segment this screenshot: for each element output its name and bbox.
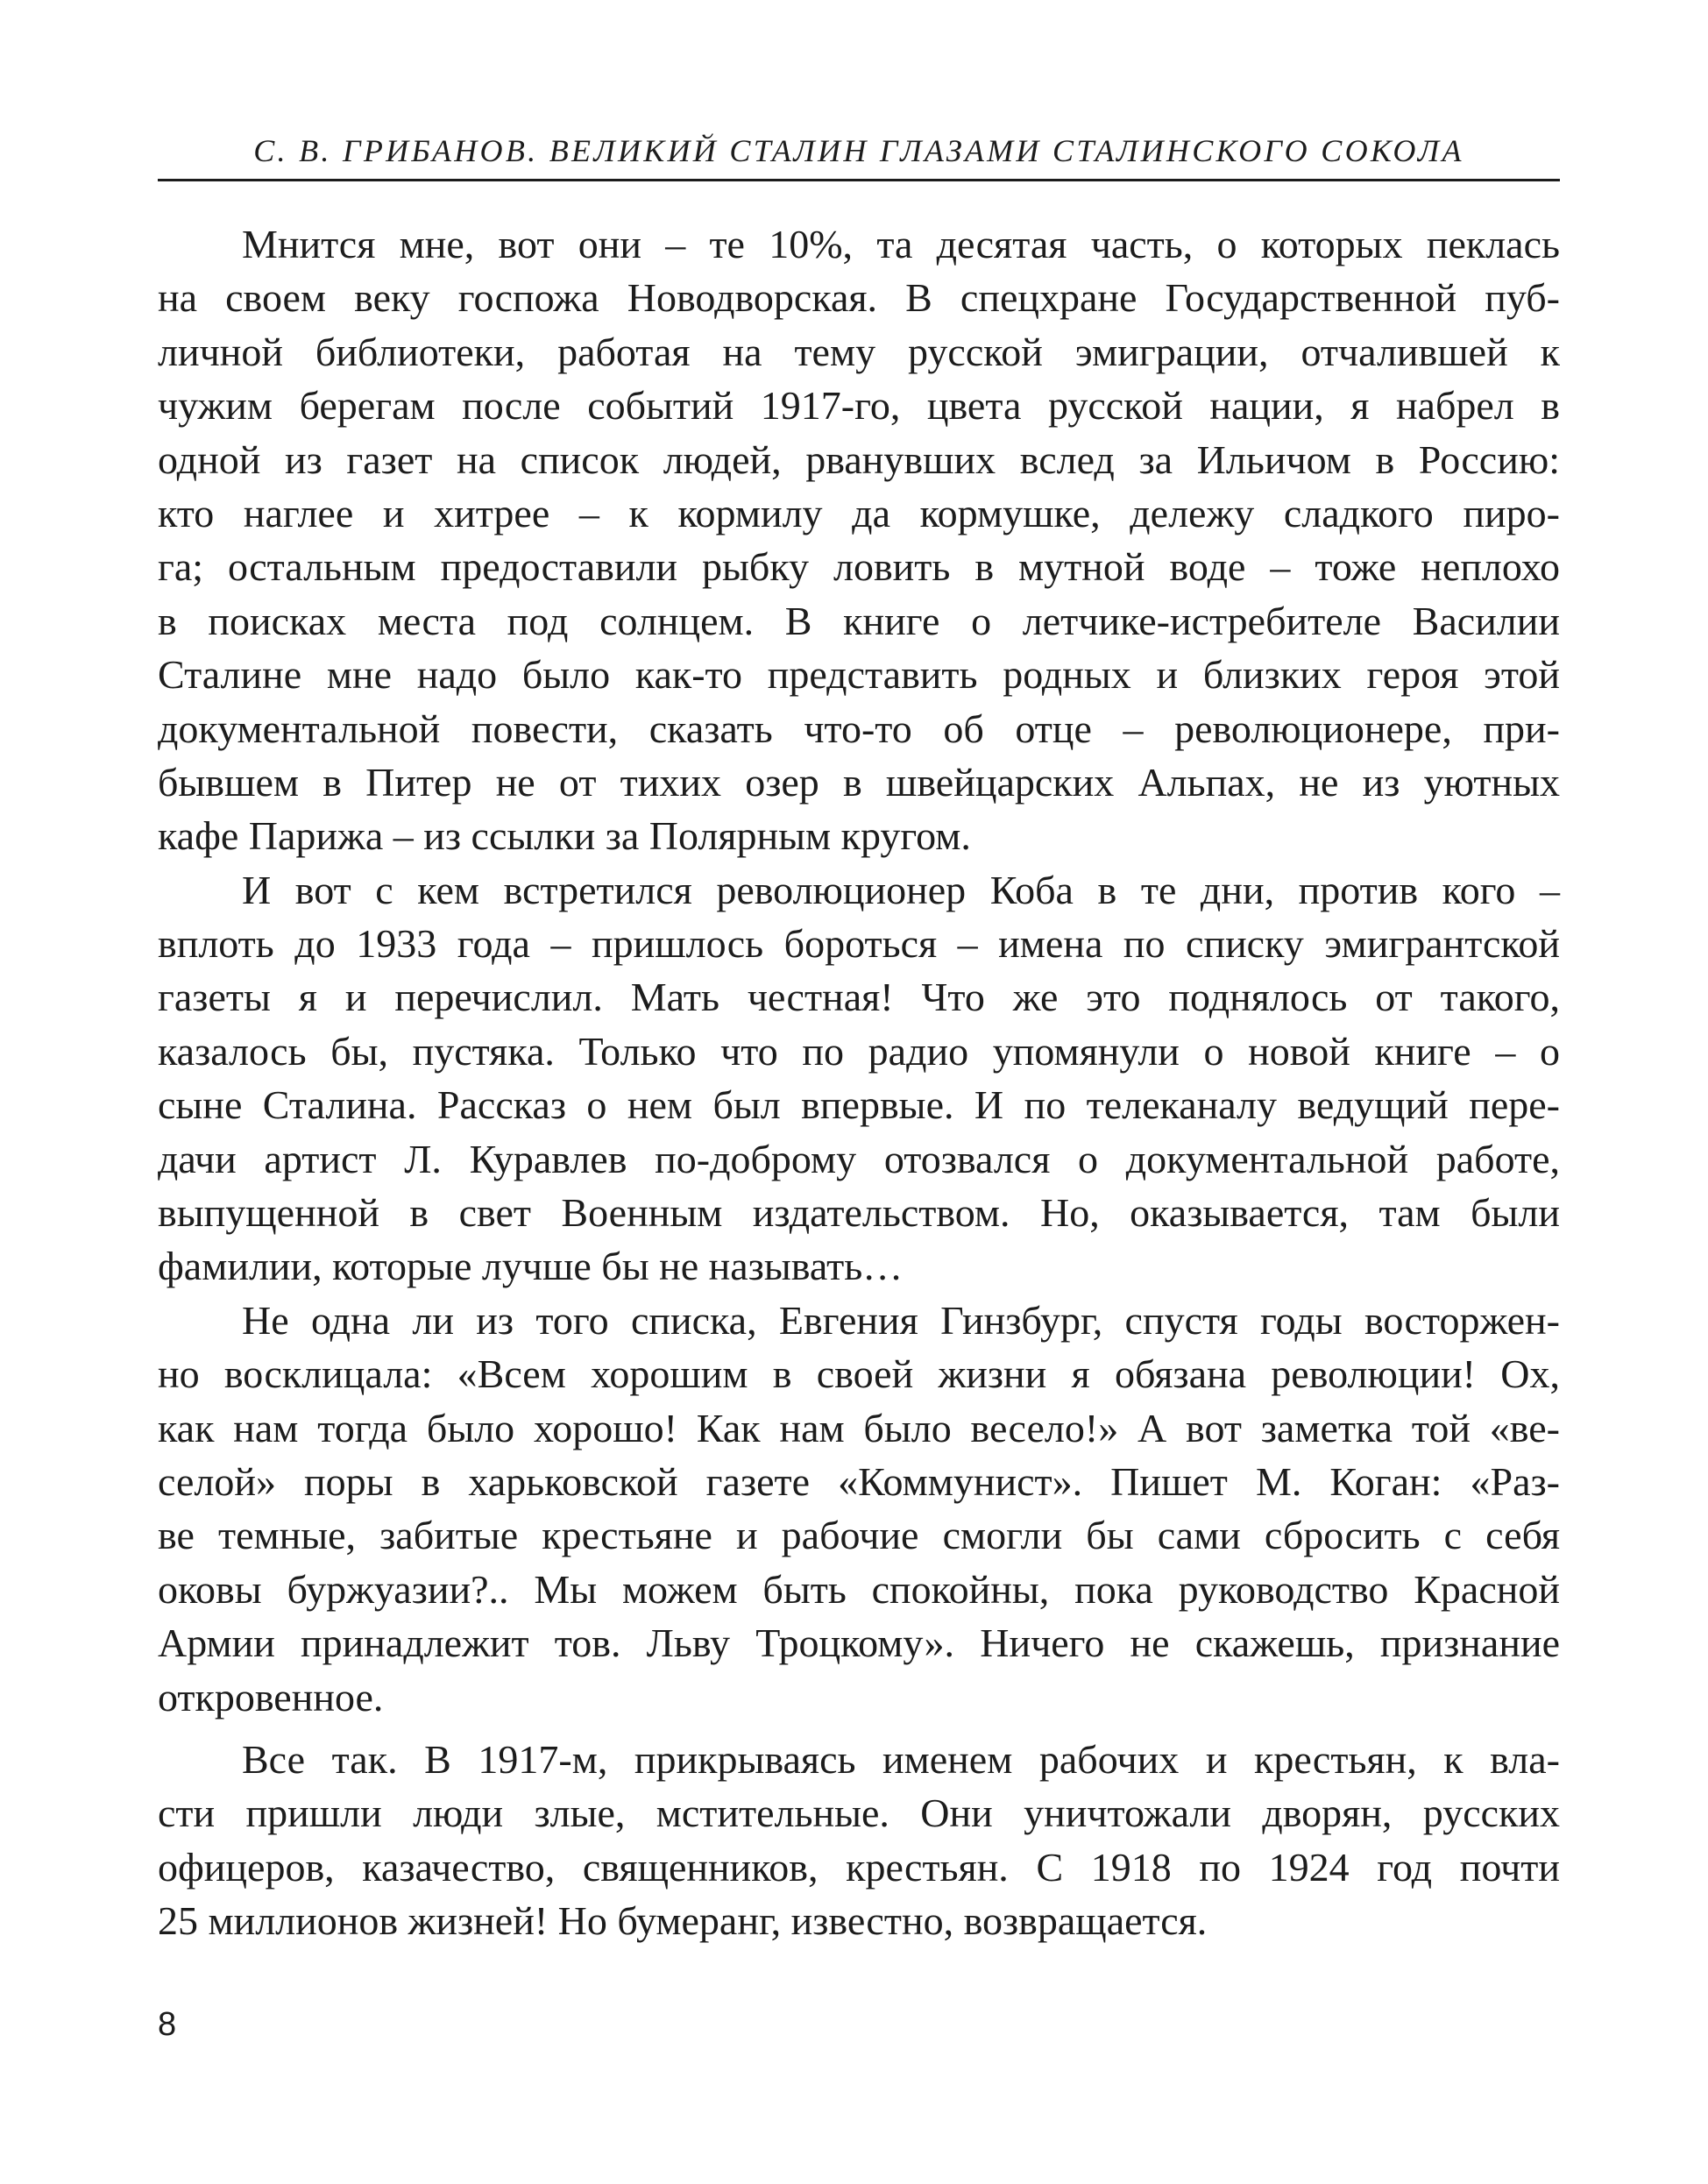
text-line: сыне Сталина. Рассказ о нем был впервые. И по телеканалу ведущий пере- (158, 1082, 1560, 1128)
text-line: одной из газет на список людей, рванувших вслед за Ильичом в Россию: (158, 436, 1560, 482)
text-line: личной библиотеки, работая на тему русской эмиграции, отчалившей к (158, 329, 1560, 374)
text-line: ве темные, забитые крестьяне и рабочие смогли бы сами сбросить с себя (158, 1513, 1560, 1558)
paragraph (158, 1733, 1560, 1948)
text-line: документальной повести, сказать что-то об отце – революционере, при- (158, 706, 1560, 751)
text-line: бывшем в Питер не от тихих озер в швейцарских Альпах, не из уютных (158, 759, 1560, 805)
text-line: Мнится мне, вот они – те 10%, та десятая часть, о которых пеклась (242, 222, 1560, 266)
running-head (158, 133, 1560, 181)
text-line: оковы буржуазии?.. Мы можем быть спокойны, пока руководство Красной (158, 1566, 1560, 1612)
text-line: И вот с кем встретился революционер Коба в те дни, против кого – (242, 867, 1560, 912)
text-line: Сталине мне надо было как-то представить родных и близких героя этой (158, 652, 1560, 698)
text-line: на своем веку госпожа Новодворская. В спецхране Государственной пуб- (158, 275, 1560, 321)
text-line: фамилии, которые лучше бы не называть… (158, 1244, 904, 1289)
page-number: 8 (158, 2006, 177, 2043)
text-line: сти пришли люди злые, мстительные. Они уничтожали дворян, русских (158, 1790, 1560, 1836)
paragraph (158, 217, 1560, 863)
text-line: офицеров, казачество, священников, крестьян. С 1918 по 1924 год почти (158, 1844, 1560, 1890)
text-line: вплоть до 1933 года – пришлось бороться – имена по списку эмигрантской (158, 921, 1560, 967)
text-line: кафе Парижа – из ссылки за Полярным кругом. (158, 813, 971, 859)
text-line: в поисках места под солнцем. В книге о летчике-истребителе Василии (158, 598, 1560, 643)
text-line: казалось бы, пустяка. Только что по радио упомянули о новой книге – о (158, 1028, 1560, 1074)
text-line: Не одна ли из того списка, Евгения Гинзбург, спустя годы восторжен- (242, 1297, 1560, 1343)
text-line: дачи артист Л. Куравлев по-доброму отозвался о документальной работе, (158, 1136, 1560, 1181)
text-line: откровенное. (158, 1674, 384, 1720)
text-line: чужим берегам после событий 1917-го, цвета русской нации, я набрел в (158, 383, 1560, 429)
text-line: газеты я и перечислил. Мать честная! Что же это поднялось от такого, (158, 975, 1560, 1020)
running-head-title: С. В. ГРИБАНОВ. ВЕЛИКИЙ СТАЛИН ГЛАЗАМИ СТАЛИНСКОГО СОКОЛА (253, 133, 1464, 168)
text-line: га; остальным предоставили рыбку ловить в мутной воде – тоже неплохо (158, 544, 1560, 590)
text-line: как нам тогда было хорошо! Как нам было весело!» А вот заметка той «ве- (158, 1405, 1560, 1450)
body-text (158, 217, 1560, 1948)
text-line: Армии принадлежит тов. Льву Троцкому». Ничего не скажешь, признание (158, 1620, 1560, 1666)
paragraph (158, 1294, 1560, 1724)
text-line: 25 миллионов жизней! Но бумеранг, известно, возвращается. (158, 1898, 1208, 1944)
paragraph (158, 863, 1560, 1294)
text-line: выпущенной в свет Военным издательством. Но, оказывается, там были (158, 1190, 1560, 1236)
text-line: но восклицала: «Всем хорошим в своей жизни я обязана революции! Ох, (158, 1351, 1560, 1397)
text-line: селой» поры в харьковской газете «Коммунист». Пишет М. Коган: «Раз- (158, 1458, 1560, 1504)
text-line: кто наглее и хитрее – к кормилу да кормушке, дележу сладкого пиро- (158, 490, 1560, 535)
paragraph-gap (158, 1724, 1560, 1733)
text-line: Все так. В 1917-м, прикрываясь именем рабочих и крестьян, к вла- (242, 1736, 1560, 1782)
